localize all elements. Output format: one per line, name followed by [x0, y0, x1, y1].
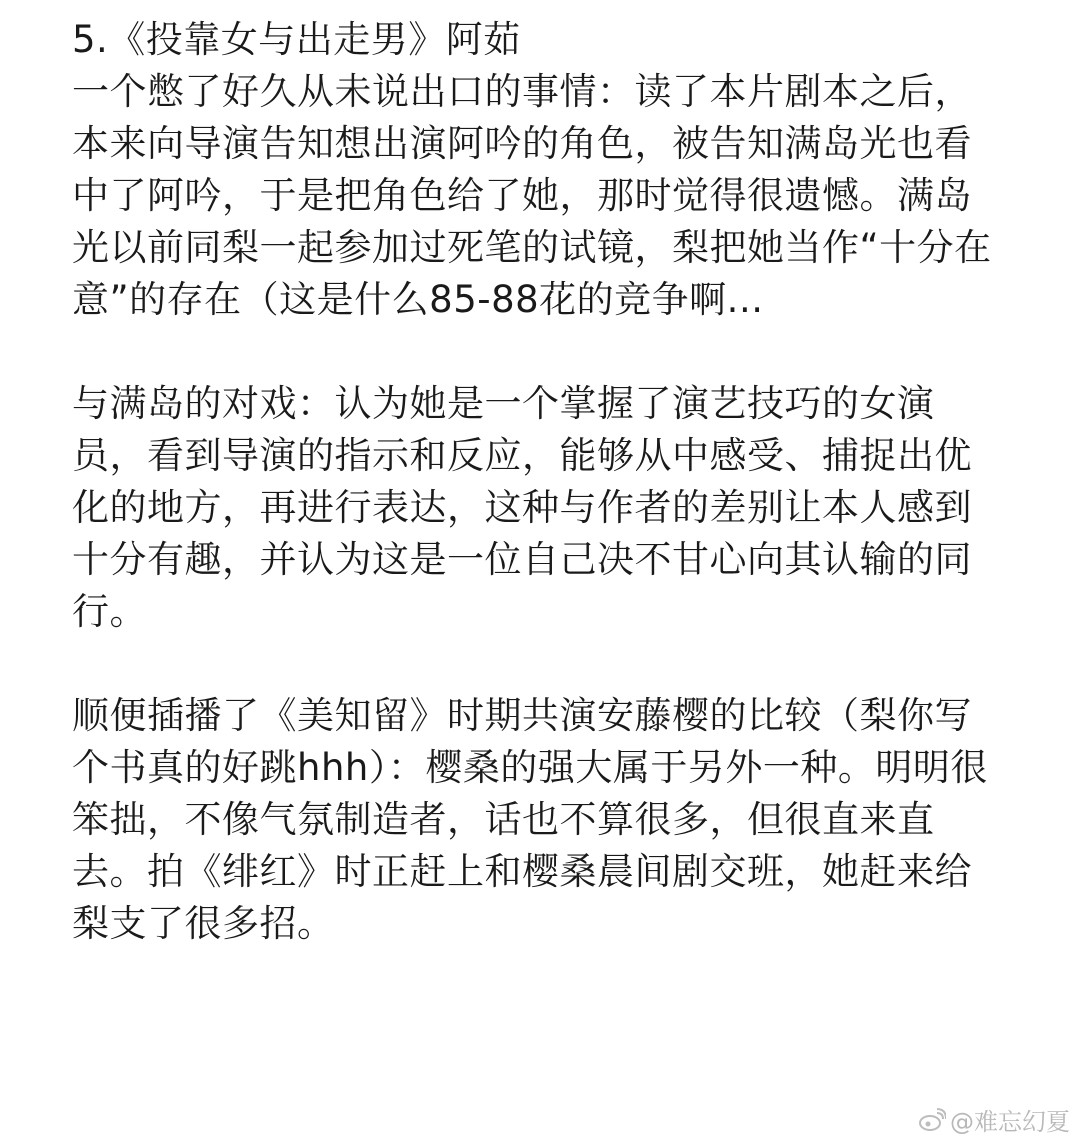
article-body	[72, 14, 992, 950]
paragraph-1: 一个憋了好久从未说出口的事情：读了本片剧本之后，本来向导演告知想出演阿吟的角色，被告知满岛光也看中了阿吟，于是把角色给了她，那时觉得很遗憾。满岛光以前同梨一起参加过死笔的试镜，梨把她当作“十分在意”的存在（这是什么85-88花的竞争啊...	[72, 70, 992, 321]
paragraph-2: 与满岛的对戏：认为她是一个掌握了演艺技巧的女演员，看到导演的指示和反应，能够从中感受、捕捉出优化的地方，再进行表达，这种与作者的差别让本人感到十分有趣，并认为这是一位自己决不甘心向其认输的同行。	[72, 382, 972, 633]
weibo-logo-icon	[918, 1108, 946, 1132]
watermark-text: @难忘幻夏	[950, 1108, 1070, 1136]
weibo-watermark	[918, 1102, 1070, 1137]
article-title: 5.《投靠女与出走男》阿茹	[72, 18, 521, 61]
paragraph-3: 顺便插播了《美知留》时期共演安藤樱的比较（梨你写个书真的好跳hhh）：樱桑的强大属于另外一种。明明很笨拙，不像气氛制造者，话也不算很多，但很直来直去。拍《绯红》时正赶上和樱桑晨间剧交班，她赶来给梨支了很多招。	[72, 694, 988, 945]
